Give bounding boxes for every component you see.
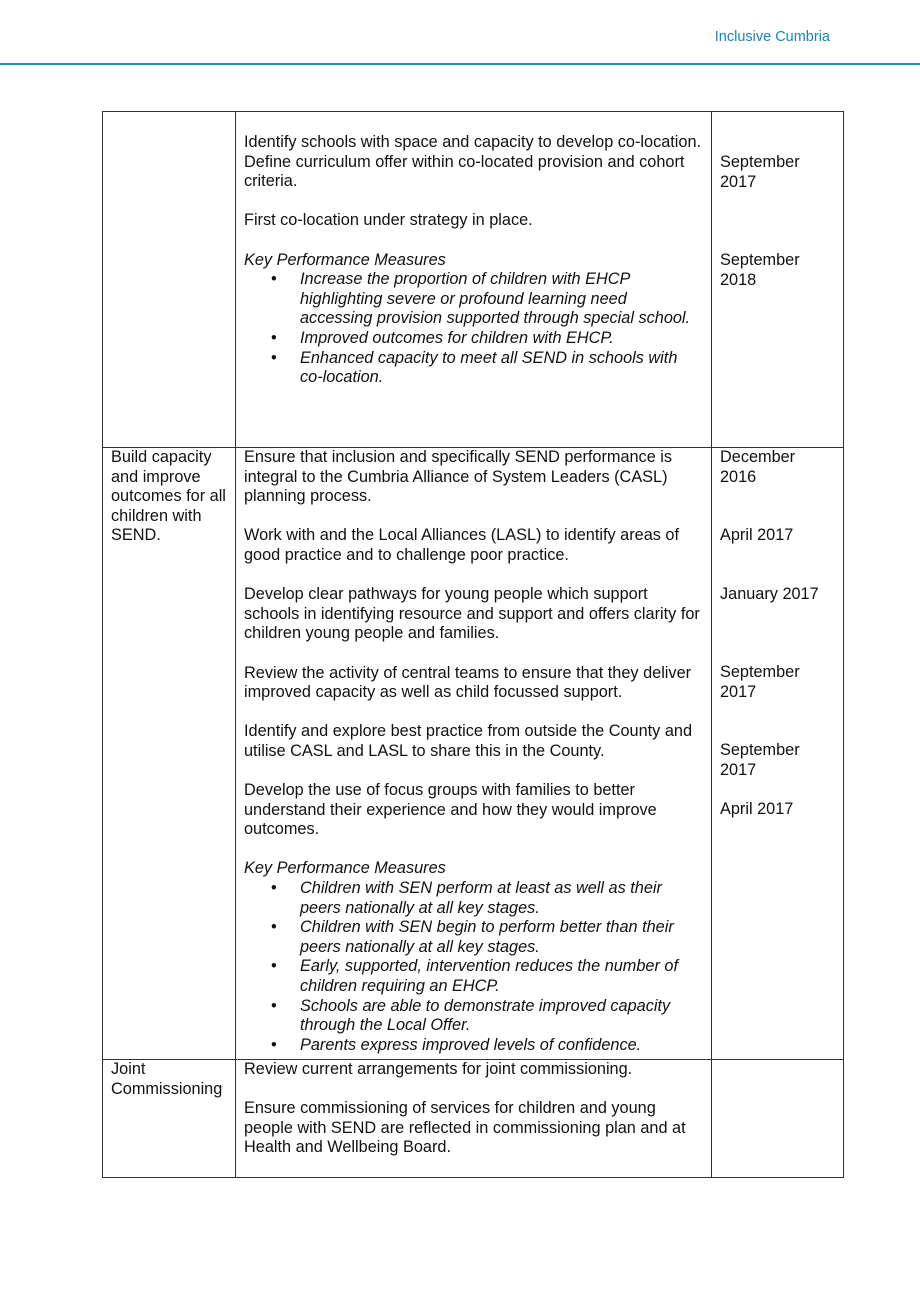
table-row bbox=[103, 448, 844, 1060]
target-date: April 2017 bbox=[720, 800, 794, 818]
kpm-text: Schools are able to demonstrate improved capacity through the Local Offer. bbox=[300, 996, 671, 1035]
kpm-text: Children with SEN begin to perform better than their peers nationally at all key stages. bbox=[300, 918, 674, 956]
list-item: • Improved outcomes for children with EHCP. bbox=[271, 328, 614, 347]
kpm-text: Enhanced capacity to meet all SEND in schools with co-location. bbox=[300, 348, 678, 387]
action-text: Ensure that inclusion and specifically SEND performance is integral to the Cumbria Alliance of System Leaders (CASL) planning process. bbox=[244, 448, 673, 506]
action-text: Identify and explore best practice from outside the County and utilise CASL and LASL to share this in the County. bbox=[244, 722, 692, 760]
dates-cell bbox=[712, 112, 844, 448]
target-date: April 2017 bbox=[720, 526, 794, 544]
action-text: Develop clear pathways for young people which support schools in identifying resource and support and offers clarity for children young people and families. bbox=[244, 585, 700, 643]
list-item: • Parents express improved levels of confidence. bbox=[271, 1035, 642, 1054]
list-item: • Increase the proportion of children with EHCP highlighting severe or profound learning need accessing provision supported through special school. bbox=[271, 270, 691, 328]
dates-cell bbox=[712, 1060, 844, 1178]
kpm-heading: Key Performance Measures bbox=[244, 250, 446, 269]
actions-cell bbox=[236, 448, 712, 1060]
action-text: Develop the use of focus groups with families to better understand their experience and how they would improve outcomes. bbox=[244, 781, 657, 839]
kpm-list bbox=[244, 270, 703, 388]
action-text: Identify schools with space and capacity to develop co-location. bbox=[244, 133, 702, 151]
actions-cell bbox=[236, 1060, 712, 1178]
list-item: • Schools are able to demonstrate improved capacity through the Local Offer. bbox=[271, 996, 671, 1035]
action-text: First co-location under strategy in place. bbox=[244, 211, 533, 230]
table-row bbox=[103, 1060, 844, 1178]
target-date: September 2017 bbox=[720, 741, 800, 779]
kpm-heading: Key Performance Measures bbox=[244, 859, 446, 878]
header-brand: Inclusive Cumbria bbox=[714, 29, 830, 45]
action-text: Ensure commissioning of services for children and young people with SEND are reflected in commissioning plan and at Health and Wellbeing Board. bbox=[244, 1099, 686, 1157]
header-divider bbox=[0, 63, 920, 65]
list-item: • Children with SEN perform at least as well as their peers nationally at all key stages. bbox=[271, 879, 662, 917]
action-text: Review the activity of central teams to ensure that they deliver improved capacity as well as child focussed support. bbox=[244, 663, 692, 702]
target-date: January 2017 bbox=[720, 585, 819, 603]
action-plan-table bbox=[102, 111, 844, 1178]
actions-cell bbox=[236, 112, 712, 448]
area-cell bbox=[103, 112, 236, 448]
kpm-list bbox=[244, 879, 703, 1055]
action-text: Work with and the Local Alliances (LASL) to identify areas of good practice and to challenge poor practice. bbox=[244, 526, 679, 564]
kpm-text: Increase the proportion of children with EHCP highlighting severe or profound learning need accessing provision supported through special school. bbox=[300, 270, 691, 328]
area-cell: Build capacity and improve outcomes for all children with SEND. bbox=[103, 448, 236, 1060]
table-row bbox=[103, 112, 844, 448]
action-text: Review current arrangements for joint commissioning. bbox=[244, 1060, 633, 1078]
kpm-text: Improved outcomes for children with EHCP. bbox=[300, 328, 614, 347]
kpm-text: Children with SEN perform at least as well as their peers nationally at all key stages. bbox=[300, 879, 662, 917]
list-item: • Children with SEN begin to perform better than their peers nationally at all key stages. bbox=[271, 918, 674, 956]
dates-cell bbox=[712, 448, 844, 1060]
list-item: • Early, supported, intervention reduces the number of children requiring an EHCP. bbox=[271, 957, 678, 996]
kpm-text: Parents express improved levels of confidence. bbox=[300, 1035, 642, 1054]
area-cell: Joint Commissioning bbox=[103, 1060, 236, 1178]
list-item: • Enhanced capacity to meet all SEND in schools with co-location. bbox=[271, 348, 678, 387]
action-text: Define curriculum offer within co-located provision and cohort criteria. bbox=[244, 152, 685, 191]
kpm-text: Early, supported, intervention reduces the number of children requiring an EHCP. bbox=[300, 957, 678, 996]
target-date: December 2016 bbox=[720, 448, 796, 486]
target-date: September 2017 bbox=[720, 663, 800, 701]
target-date: September 2018 bbox=[720, 251, 800, 289]
target-date: September 2017 bbox=[720, 153, 800, 191]
